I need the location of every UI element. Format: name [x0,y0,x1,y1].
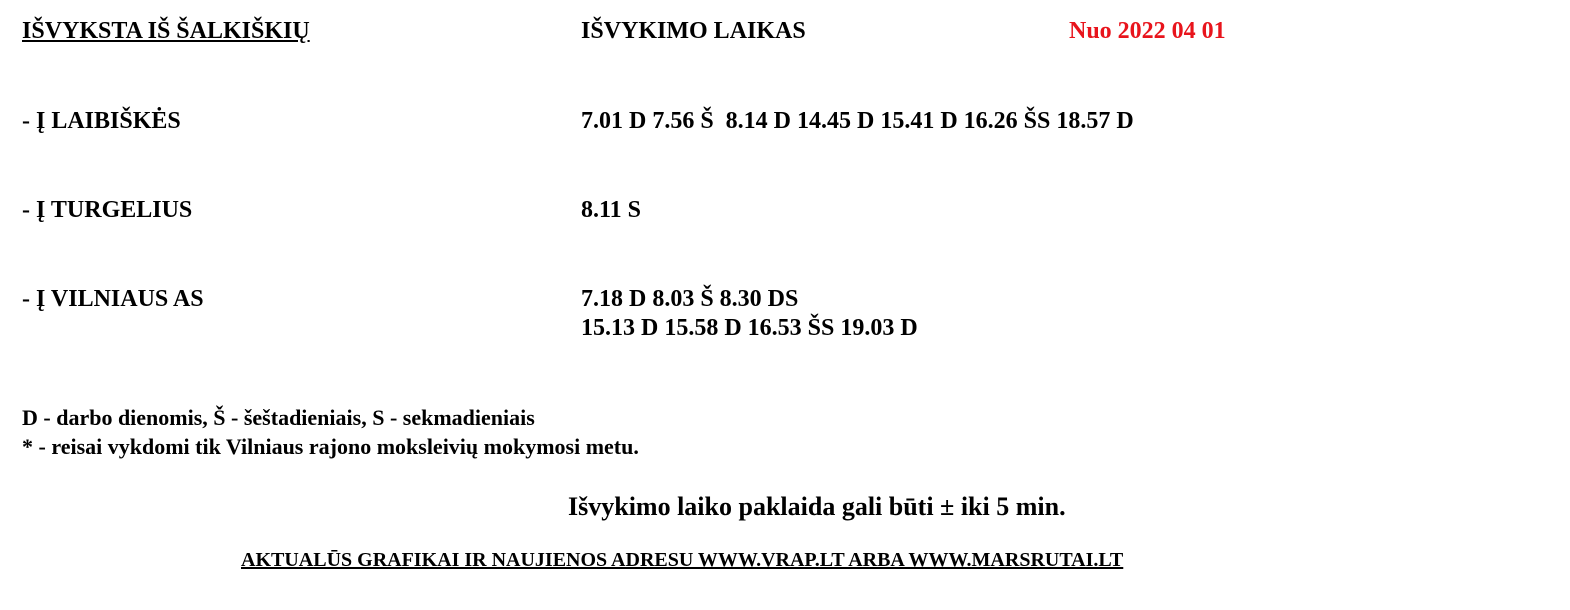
route-times: 7.18 D 8.03 Š 8.30 DS [581,286,799,312]
route-times: 7.01 D 7.56 Š 8.14 D 14.45 D 15.41 D 16.26 ŠS 18.57 D [581,108,1134,134]
route-destination: - Į VILNIAUS AS [22,286,204,312]
departure-heading: IŠVYKSTA IŠ ŠALKIŠKIŲ [22,18,310,44]
route-destination: - Į TURGELIUS [22,197,193,223]
route-times: 8.11 S [581,197,642,223]
legend-day-codes: D - darbo dienomis, Š - šeštadieniais, S - sekmadieniais [22,405,535,430]
departure-time-heading: IŠVYKIMO LAIKAS [581,18,806,44]
legend-asterisk-note: * - reisai vykdomi tik Vilniaus rajono moksleivių mokymosi metu. [22,434,639,459]
departure-tolerance-note: Išvykimo laiko paklaida gali būti ± iki 5 min. [568,492,1066,521]
schedules-website-link[interactable]: AKTUALŪS GRAFIKAI IR NAUJIENOS ADRESU WWW.VRAP.LT ARBA WWW.MARSRUTAI.LT [241,549,1124,571]
valid-from-date: Nuo 2022 04 01 [1069,18,1226,44]
route-destination: - Į LAIBIŠKĖS [22,108,181,134]
route-times: 15.13 D 15.58 D 16.53 ŠS 19.03 D [581,315,918,341]
